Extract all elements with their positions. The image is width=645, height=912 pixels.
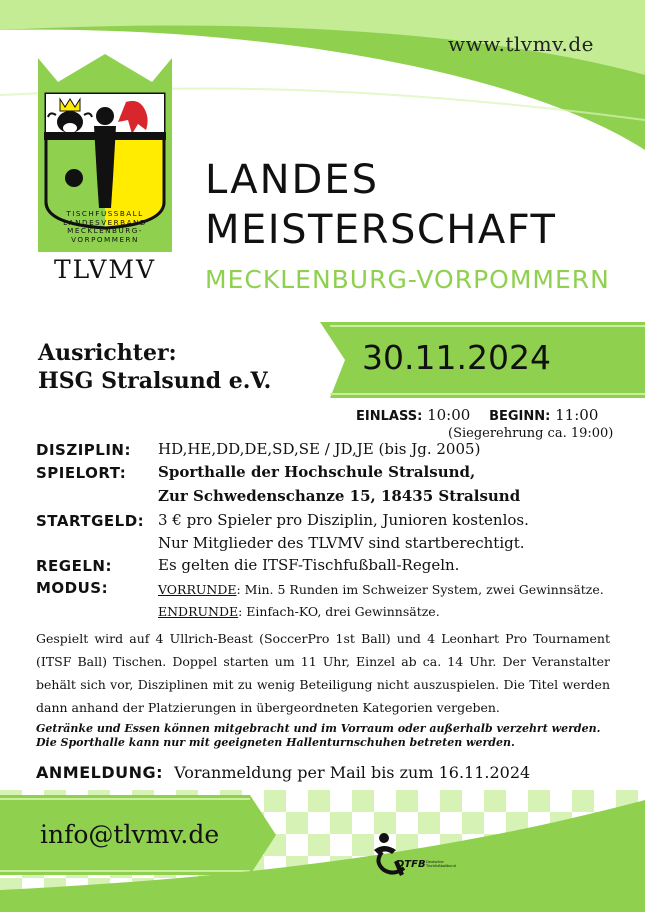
checker-square [462,812,484,834]
logo-org-line: LANDESVERBAND [63,217,147,227]
title-line2: MEISTERSCHAFT [205,207,557,253]
dtfb-line2: Tischfußballbund [426,864,456,868]
schedule-times [356,406,598,424]
regeln-value: Es gelten die ITSF-Tischfußball-Regeln. [158,556,460,574]
organizer-name: HSG Stralsund e.V. [38,368,272,394]
info-paragraph: Gespielt wird auf 4 Ullrich-Beast (SoccerPro 1st Ball) und 4 Leonhart Pro Tournament (ITSF Ball) Tischen. Doppel starten um 11 Uhr, Einzel ab ca. 14 Uhr. Der Veranstalter behält sich vor, Disziplinen mit zu wenig Beteiligung nicht auszuspielen. Die Titel werden dann anhand der Platzierungen in übergeordneten Kategorien vergeben. [36,631,610,715]
spielort-label: SPIELORT: [36,464,127,482]
event-date: 30.11.2024 [362,338,551,377]
dtfb-name [426,860,456,868]
title-region: MECKLENBURG-VORPOMMERN [205,265,610,294]
start-time: 11:00 [555,406,599,424]
logo-org-line: TISCHFUSSBALL [66,209,144,218]
startgeld-line1: 3 € pro Spieler pro Disziplin, Junioren kostenlos. [158,511,529,529]
endrunde-value: : Einfach-KO, drei Gewinnsätze. [238,604,440,619]
entry-time: 10:00 [427,406,471,424]
modus-vorrunde [158,582,604,597]
logo-org-line: VORPOMMERN [71,234,139,244]
checker-square [418,812,440,834]
registration [36,763,530,782]
checker-square [308,790,330,812]
dtfb-logo-icon [368,830,416,882]
note-line2: Die Sporthalle kann nur mit geeigneten Hallenturnschuhen betreten werden. [36,736,515,749]
checker-square [484,790,506,812]
start-label: BEGINN: [489,409,551,424]
ceremony-time: (Siegerehrung ca. 19:00) [448,426,614,441]
logo-abbr: TLVMV [53,255,157,284]
vorrunde-label: VORRUNDE [158,582,237,597]
checker-square [264,790,286,812]
entry-label: EINLASS: [356,409,423,424]
note-line1: Getränke und Essen können mitgebracht und im Vorraum oder außerhalb verzehrt werden. [36,722,601,735]
modus-label: MODUS: [36,579,109,597]
spielort-line2: Zur Schwedenschanze 15, 18435 Stralsund [158,487,521,505]
dtfb-line1: Deutscher [426,860,444,864]
checker-square [572,790,594,812]
disziplin-value: HD,HE,DD,DE,SD,SE / JD,JE (bis Jg. 2005) [158,440,481,458]
checker-square [308,834,330,856]
dtfb-abbr: DTFB [396,859,426,870]
checker-square [396,790,418,812]
startgeld-line2: Nur Mitglieder des TLVMV sind startberechtigt. [158,534,525,552]
startgeld-label: STARTGELD: [36,512,145,530]
checker-square [286,812,308,834]
checker-square [528,790,550,812]
regeln-label: REGELN: [36,557,112,575]
registration-label: ANMELDUNG: [36,763,164,782]
logo-org-line: MECKLENBURG- [67,226,143,235]
checker-square [330,812,352,834]
endrunde-label: ENDRUNDE [158,604,239,619]
spielort-line1: Sporthalle der Hochschule Stralsund, [158,463,476,481]
checker-square [352,790,374,812]
contact-email[interactable]: info@tlvmv.de [40,820,220,849]
organizer-label: Ausrichter: [38,340,177,366]
disziplin-label: DISZIPLIN: [36,441,131,459]
modus-endrunde [158,604,440,619]
registration-text: Voranmeldung per Mail bis zum 16.11.2024 [174,763,531,782]
logo-org-text [56,210,154,244]
website-link[interactable]: www.tlvmv.de [448,32,594,56]
vorrunde-value: : Min. 5 Runden im Schweizer System, zwei Gewinnsätze. [236,582,604,597]
checker-square [440,790,462,812]
title-line1: LANDES [205,157,379,203]
